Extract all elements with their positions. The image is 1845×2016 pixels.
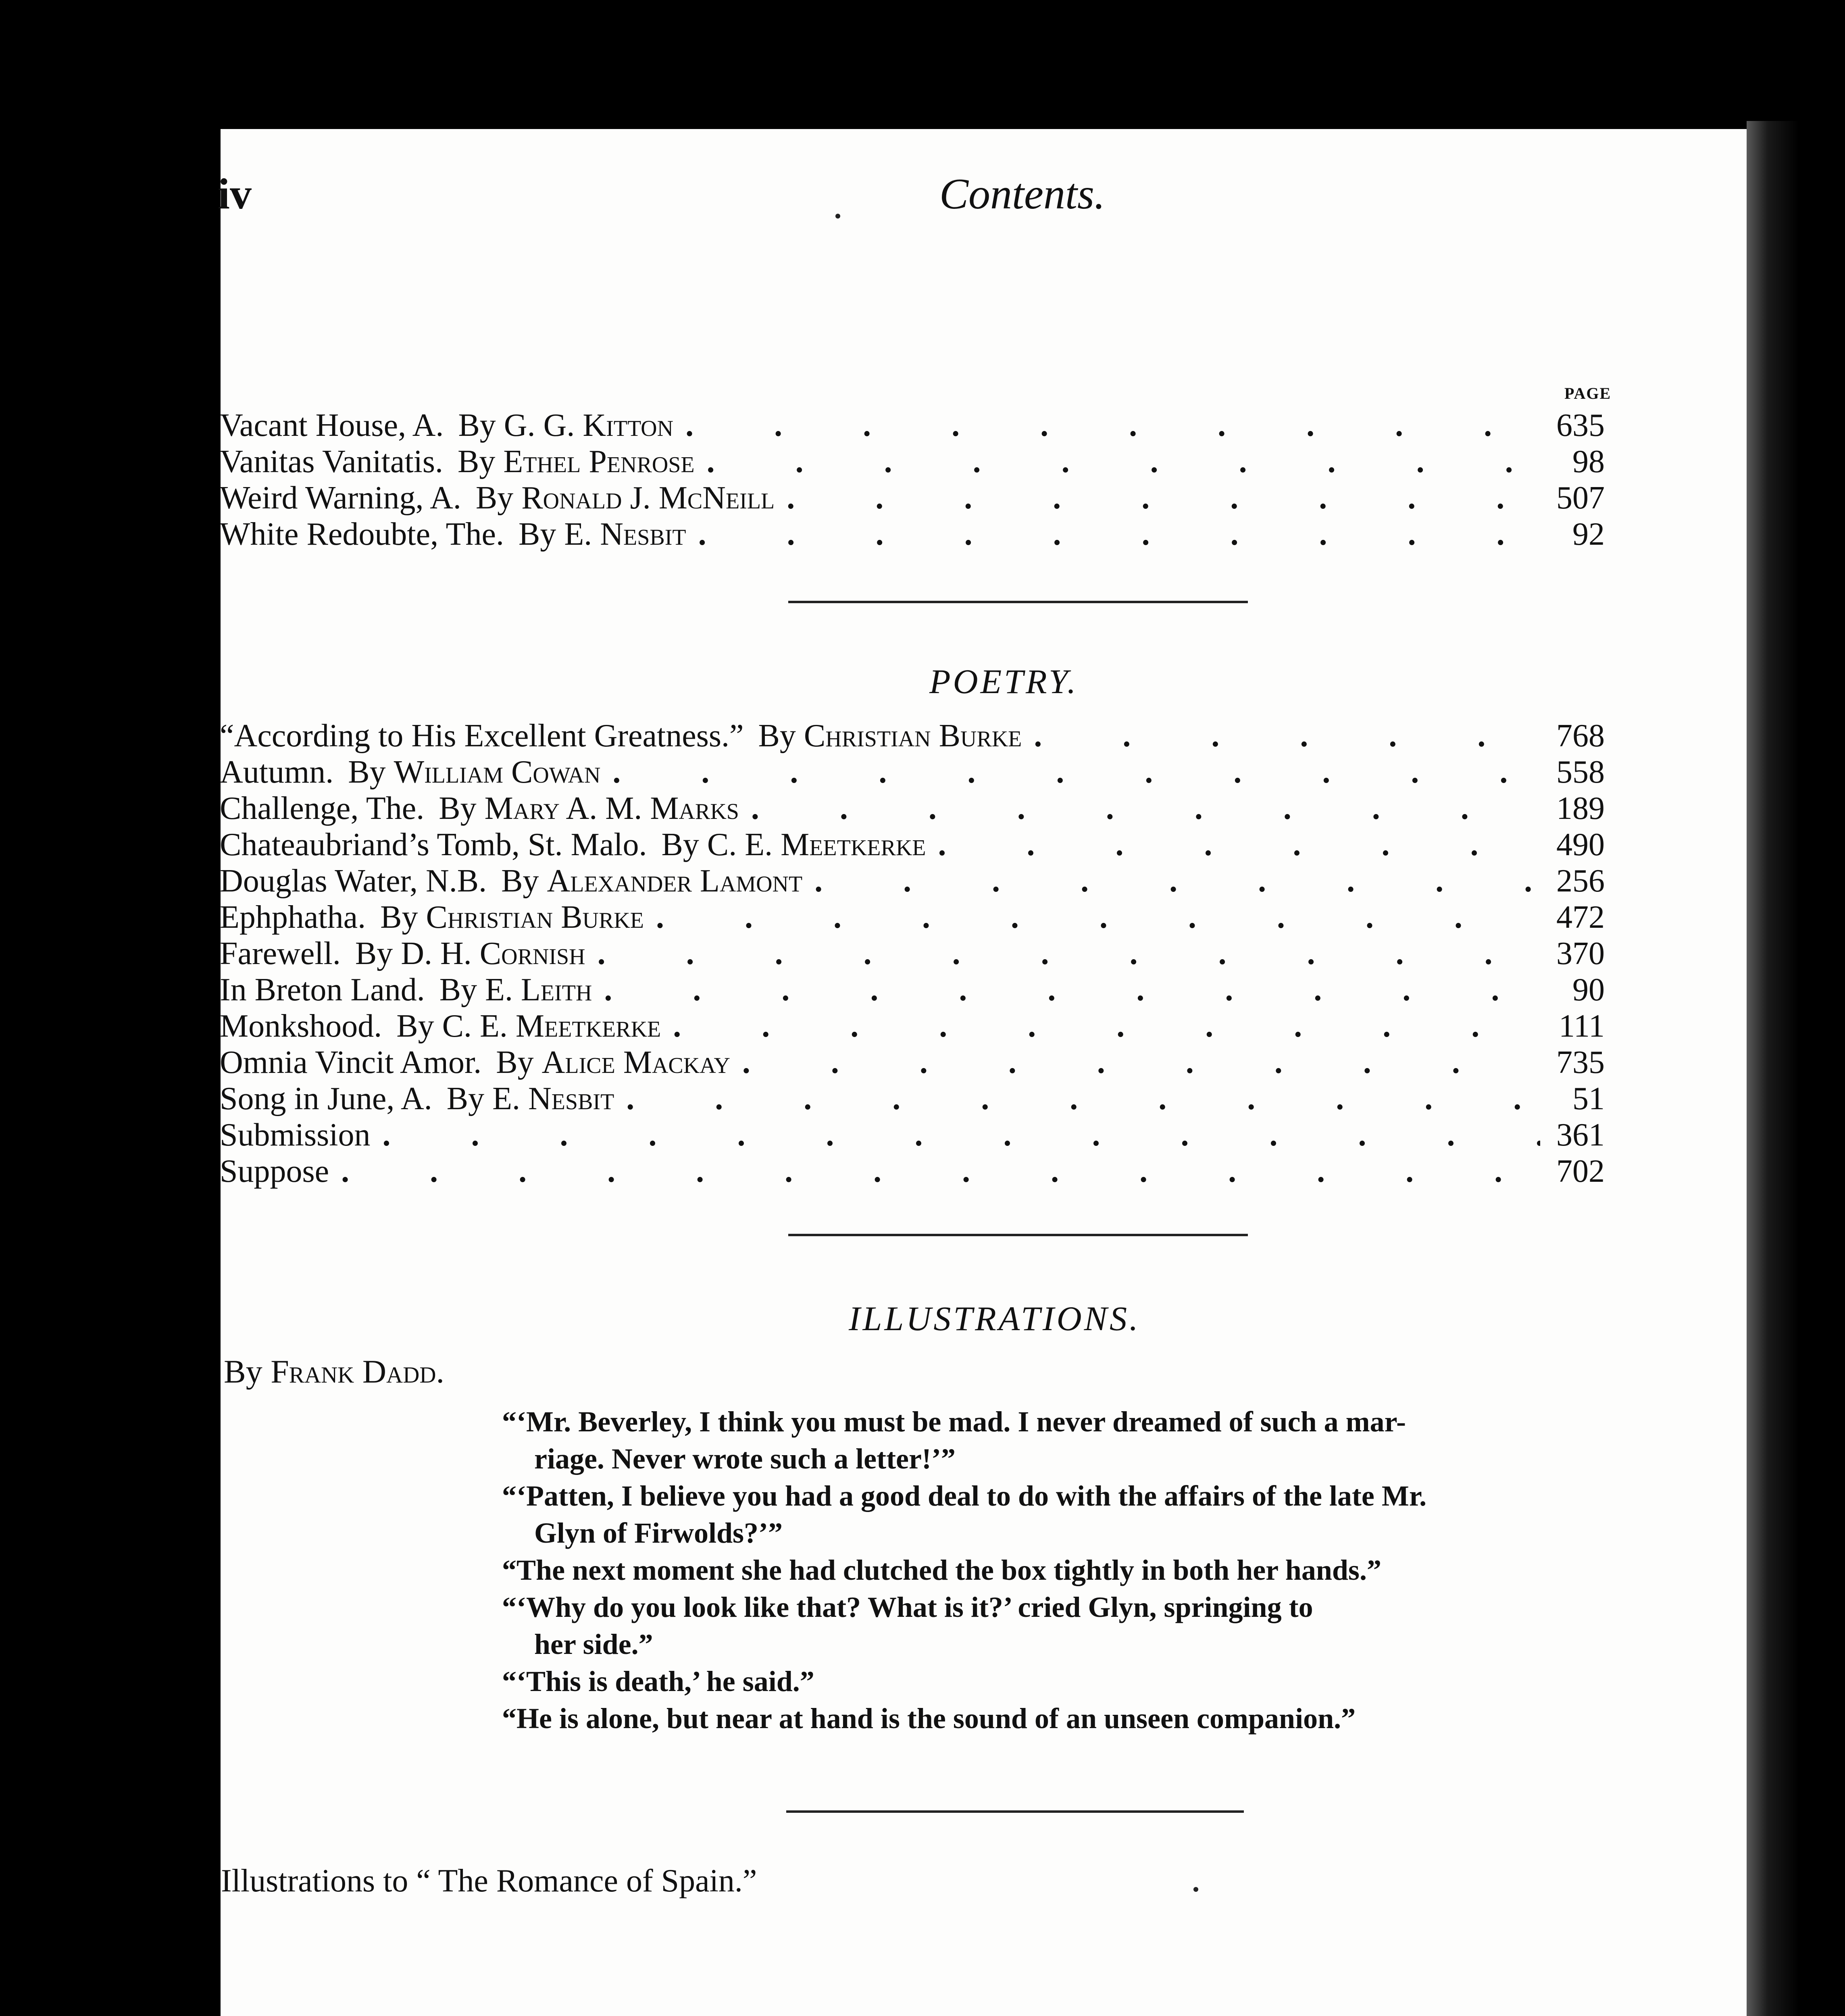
- entry-author: E. Nesbit: [492, 1081, 614, 1116]
- credit-prefix: By: [224, 1353, 262, 1390]
- entry-page-number: 98: [1572, 444, 1605, 479]
- poetry-entries: [220, 718, 1605, 1189]
- page-folio: iv: [218, 170, 252, 218]
- entry-page-number: 490: [1556, 827, 1605, 862]
- poetry-entry: [220, 827, 1605, 863]
- entry-page-number: 189: [1556, 791, 1605, 826]
- entry-by: By: [475, 480, 514, 516]
- entry-by: By: [380, 900, 418, 935]
- entry-page-number: 370: [1556, 936, 1605, 971]
- entry-page-number: 768: [1556, 718, 1605, 754]
- entry-title: Submission: [220, 1117, 371, 1153]
- poetry-entry: [220, 1081, 1605, 1117]
- dot-leader: [618, 1081, 1540, 1117]
- entry-author: E. Nesbit: [564, 516, 686, 552]
- dot-leader: [779, 480, 1540, 516]
- poetry-entry: [220, 1117, 1605, 1153]
- dot-leader: [1026, 718, 1540, 754]
- entry-by: By: [355, 936, 393, 971]
- illustrations-credit: [224, 1353, 444, 1391]
- illustration-caption: [502, 1403, 1609, 1477]
- entry-title: Suppose: [220, 1154, 329, 1189]
- dot-leader: [604, 754, 1540, 790]
- entry-title: Ephphatha.: [220, 900, 366, 935]
- dot-leader: [648, 899, 1540, 935]
- caption-continuation: her side.”: [534, 1628, 653, 1660]
- poetry-heading: POETRY.: [929, 662, 1079, 701]
- illustration-caption: [502, 1663, 1609, 1700]
- entry-author: Christian Burke: [804, 718, 1022, 754]
- entry-title: White Redoubte, The.: [220, 516, 504, 552]
- caption-line: “‘Why do you look like that? What is it?’ cried Glyn, springing to: [502, 1591, 1313, 1623]
- entry-title: Omnia Vincit Amor.: [220, 1045, 482, 1080]
- caption-line: “‘Mr. Beverley, I think you must be mad. I never dreamed of such a mar-: [502, 1406, 1406, 1438]
- entry-author: G. G. Kitton: [504, 408, 674, 443]
- entry-author: Ethel Penrose: [503, 444, 695, 479]
- poetry-entry: [220, 1044, 1605, 1081]
- entry-page-number: 702: [1556, 1154, 1605, 1189]
- section-rule: [786, 1810, 1244, 1813]
- illustration-caption: [502, 1589, 1609, 1663]
- entry-title: Vanitas Vanitatis.: [220, 444, 444, 479]
- entry-author: Alice Mackay: [541, 1045, 730, 1080]
- dot-leader: [699, 444, 1540, 480]
- entry-by: By: [396, 1008, 434, 1044]
- poetry-entry: [220, 1153, 1605, 1189]
- print-speck: [1193, 1887, 1198, 1892]
- running-title: Contents.: [939, 170, 1106, 218]
- poetry-entry: [220, 754, 1605, 790]
- dot-leader: [374, 1117, 1540, 1153]
- entry-page-number: 507: [1556, 480, 1605, 516]
- entry-page-number: 256: [1556, 863, 1605, 899]
- entry-page-number: 92: [1572, 516, 1605, 552]
- entry-author: Alexander Lamont: [547, 863, 803, 899]
- section-rule: [788, 1234, 1248, 1236]
- entry-page-number: 735: [1556, 1045, 1605, 1080]
- caption-line: “He is alone, but near at hand is the sound of an unseen companion.”: [502, 1702, 1356, 1735]
- fiction-entry: [220, 444, 1605, 480]
- dot-leader: [743, 790, 1540, 827]
- dot-leader: [806, 863, 1540, 899]
- entry-author: D. H. Cornish: [401, 936, 585, 971]
- entry-title: Douglas Water, N.B.: [220, 863, 487, 899]
- caption-continuation: Glyn of Firwolds?’”: [534, 1517, 783, 1549]
- entry-title: Farewell.: [220, 936, 341, 971]
- poetry-entry: [220, 718, 1605, 754]
- caption-continuation: riage. Never wrote such a letter!’”: [534, 1443, 956, 1475]
- poetry-entry: [220, 1008, 1605, 1044]
- dot-leader: [665, 1008, 1540, 1044]
- entry-page-number: 361: [1556, 1117, 1605, 1153]
- entry-by: By: [496, 1045, 534, 1080]
- entry-title: Challenge, The.: [220, 791, 425, 826]
- entry-author: Mary A. M. Marks: [484, 791, 739, 826]
- fiction-entry: [220, 516, 1605, 552]
- illustration-caption: [502, 1477, 1609, 1552]
- illustration-caption: [502, 1700, 1609, 1737]
- caption-line: “‘This is death,’ he said.”: [502, 1665, 814, 1697]
- dot-leader: [596, 972, 1540, 1008]
- running-head: [218, 169, 1613, 250]
- dot-leader: [690, 516, 1540, 552]
- poetry-entry: [220, 863, 1605, 899]
- dot-leader: [677, 407, 1540, 444]
- romance-of-spain-illustrations: Illustrations to “ The Romance of Spain.”: [221, 1863, 757, 1899]
- dot-leader: [589, 935, 1540, 972]
- poetry-entry: [220, 899, 1605, 935]
- entry-by: By: [446, 1081, 485, 1116]
- entry-author: William Cowan: [394, 754, 601, 790]
- fiction-entries: [220, 407, 1605, 552]
- entry-title: Monkshood.: [220, 1008, 382, 1044]
- entry-author: C. E. Meetkerke: [442, 1008, 661, 1044]
- entry-page-number: 111: [1558, 1008, 1605, 1044]
- entry-page-number: 472: [1556, 900, 1605, 935]
- entry-by: By: [439, 791, 477, 826]
- poetry-entry: [220, 790, 1605, 827]
- illustration-captions: [502, 1403, 1609, 1737]
- entry-by: By: [501, 863, 539, 899]
- entry-title: Chateaubriand’s Tomb, St. Malo.: [220, 827, 647, 862]
- entry-page-number: 558: [1556, 754, 1605, 790]
- entry-page-number: 90: [1572, 972, 1605, 1008]
- entry-by: By: [439, 972, 477, 1008]
- entry-by: By: [661, 827, 699, 862]
- caption-line: “The next moment she had clutched the box tightly in both her hands.”: [502, 1554, 1381, 1586]
- illustration-caption: [502, 1552, 1609, 1589]
- entry-page-number: 51: [1572, 1081, 1605, 1116]
- illustrations-heading: ILLUSTRATIONS.: [849, 1299, 1141, 1338]
- entry-page-number: 635: [1556, 408, 1605, 443]
- entry-title: Autumn.: [220, 754, 334, 790]
- print-speck: [835, 214, 840, 219]
- page-column-label: PAGE: [1564, 384, 1612, 402]
- dot-leader: [333, 1153, 1540, 1189]
- entry-title: In Breton Land.: [220, 972, 425, 1008]
- fiction-entry: [220, 480, 1605, 516]
- entry-title: Vacant House, A.: [220, 408, 444, 443]
- dot-leader: [930, 827, 1541, 863]
- entry-by: By: [758, 718, 796, 754]
- entry-by: By: [519, 516, 556, 552]
- section-rule: [788, 601, 1248, 603]
- poetry-entry: [220, 972, 1605, 1008]
- caption-line: “‘Patten, I believe you had a good deal to do with the affairs of the late Mr.: [502, 1480, 1427, 1512]
- entry-by: By: [458, 408, 496, 443]
- entry-by: By: [458, 444, 496, 479]
- poetry-entry: [220, 935, 1605, 972]
- entry-author: Christian Burke: [426, 900, 644, 935]
- entry-author: Ronald J. McNeill: [521, 480, 775, 516]
- entry-author: C. E. Meetkerke: [707, 827, 926, 862]
- entry-by: By: [348, 754, 386, 790]
- entry-title: Weird Warning, A.: [220, 480, 461, 516]
- page-edge-shadow: [1747, 121, 1799, 2016]
- entry-author: E. Leith: [485, 972, 592, 1008]
- credit-artist: Frank Dadd.: [271, 1353, 445, 1390]
- dot-leader: [734, 1044, 1540, 1081]
- entry-title: “According to His Excellent Greatness.”: [220, 718, 744, 754]
- fiction-entry: [220, 407, 1605, 444]
- entry-title: Song in June, A.: [220, 1081, 432, 1116]
